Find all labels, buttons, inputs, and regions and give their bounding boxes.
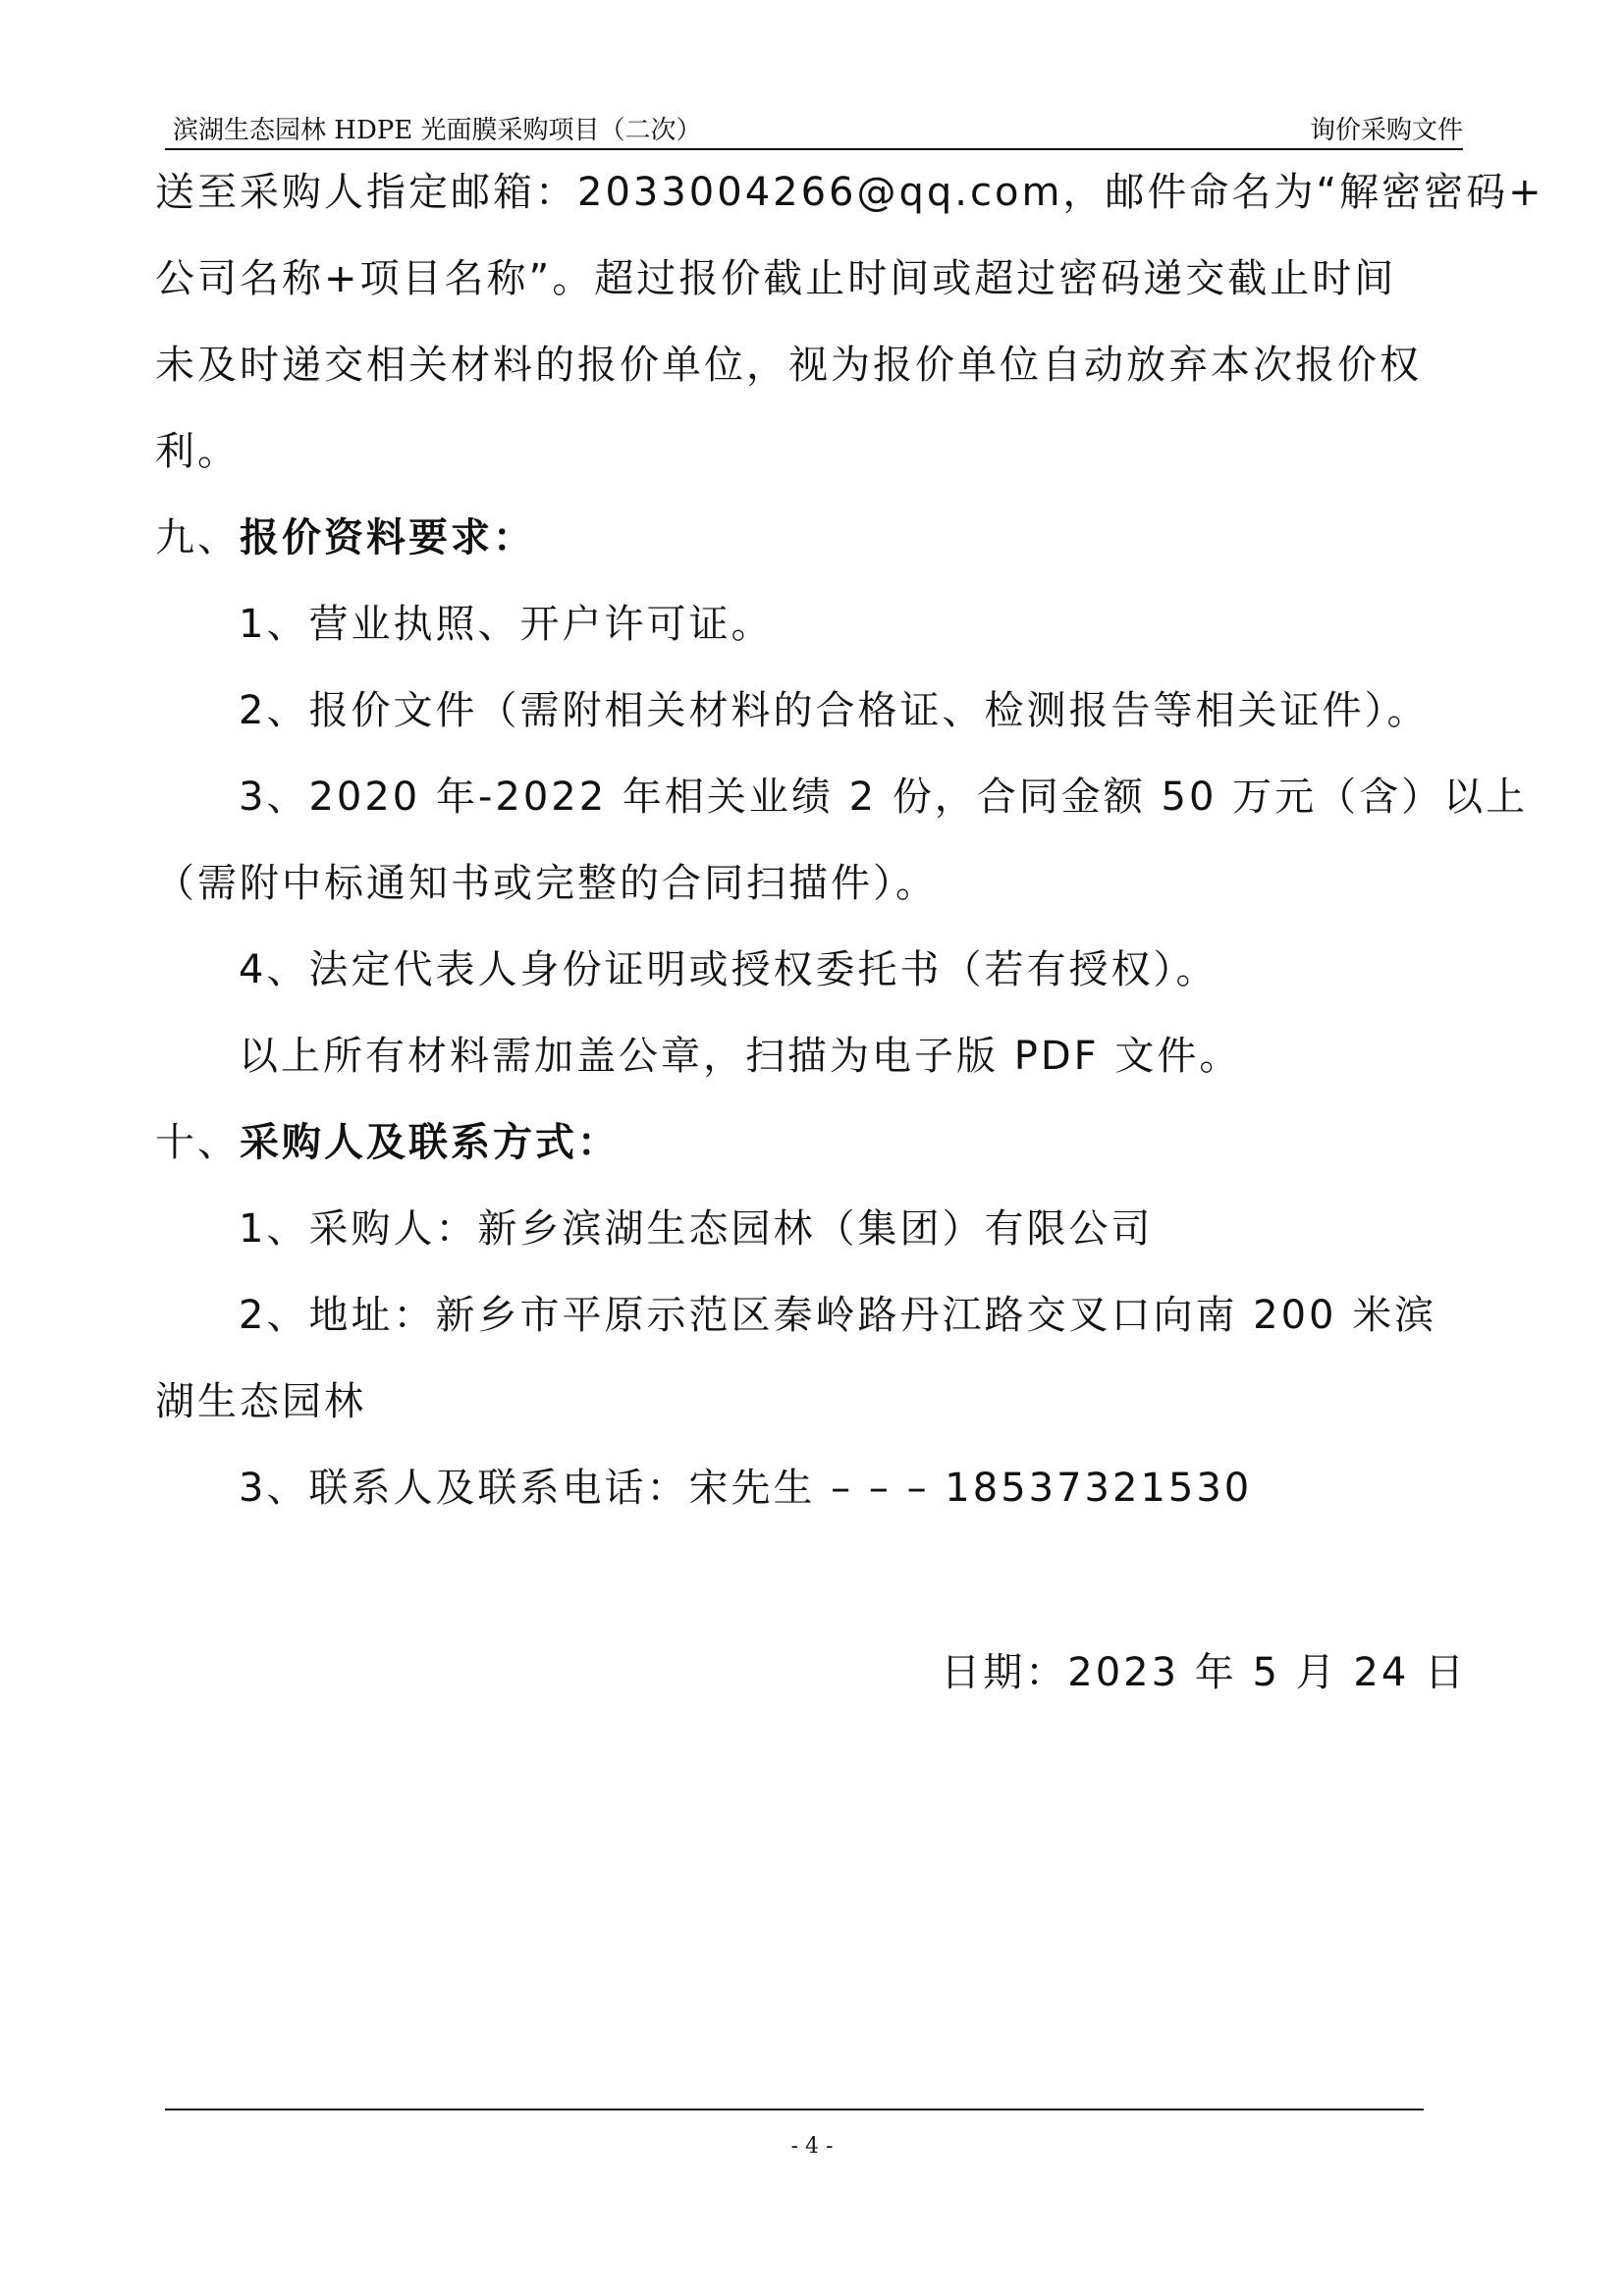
section-9-note: 以上所有材料需加盖公章，扫描为电子版 PDF 文件。 [239, 1034, 1242, 1079]
section-10-item-2-line-1: 2、地址：新乡市平原示范区秦岭路丹江路交叉口向南 200 米滨 [239, 1293, 1437, 1338]
section-10-item-3: 3、联系人及联系电话：宋先生 – – – 18537321530 [239, 1466, 1253, 1511]
page-header [165, 113, 1463, 148]
header-document-type: 询价采购文件 [1309, 116, 1463, 145]
footer-divider [165, 2109, 1424, 2110]
document-body [155, 149, 1544, 1531]
section-9-item-2: 2、报价文件（需附相关材料的合格证、检测报告等相关证件）。 [239, 688, 1430, 733]
page-number: - 4 - [790, 2134, 834, 2159]
continuation-line-1: 送至采购人指定邮箱：2033004266@qq.com，邮件命名为“解密密码+ [155, 170, 1544, 215]
section-9-item-3-line-2: （需附中标通知书或完整的合同扫描件）。 [155, 861, 938, 906]
section-10-number: 十、 [155, 1120, 240, 1165]
section-10-item-1: 1、采购人：新乡滨湖生态园林（集团）有限公司 [239, 1206, 1154, 1252]
section-9-item-4: 4、法定代表人身份证明或授权委托书（若有授权）。 [239, 947, 1218, 992]
document-date: 日期：2023 年 5 月 24 日 [941, 1650, 1467, 1695]
section-10-item-2-line-2: 湖生态园林 [155, 1379, 366, 1424]
section-9-title: 报价资料要求： [240, 515, 535, 561]
header-project-title: 滨湖生态园林 HDPE 光面膜采购项目（二次） [173, 116, 702, 145]
continuation-line-3: 未及时递交相关材料的报价单位，视为报价单位自动放弃本次报价权 [155, 343, 1422, 388]
section-9-item-1: 1、营业执照、开户许可证。 [239, 602, 774, 647]
section-10-heading [155, 1099, 1471, 1186]
section-9-number: 九、 [155, 515, 240, 561]
section-9-heading [155, 495, 1471, 581]
section-9-item-3-line-1: 3、2020 年-2022 年相关业绩 2 份，合同金额 50 万元（含）以上 [239, 774, 1529, 820]
continuation-line-2: 公司名称+项目名称”。超过报价截止时间或超过密码递交截止时间 [155, 256, 1397, 301]
continuation-line-4: 利。 [155, 429, 240, 474]
section-10-title: 采购人及联系方式： [240, 1120, 620, 1165]
